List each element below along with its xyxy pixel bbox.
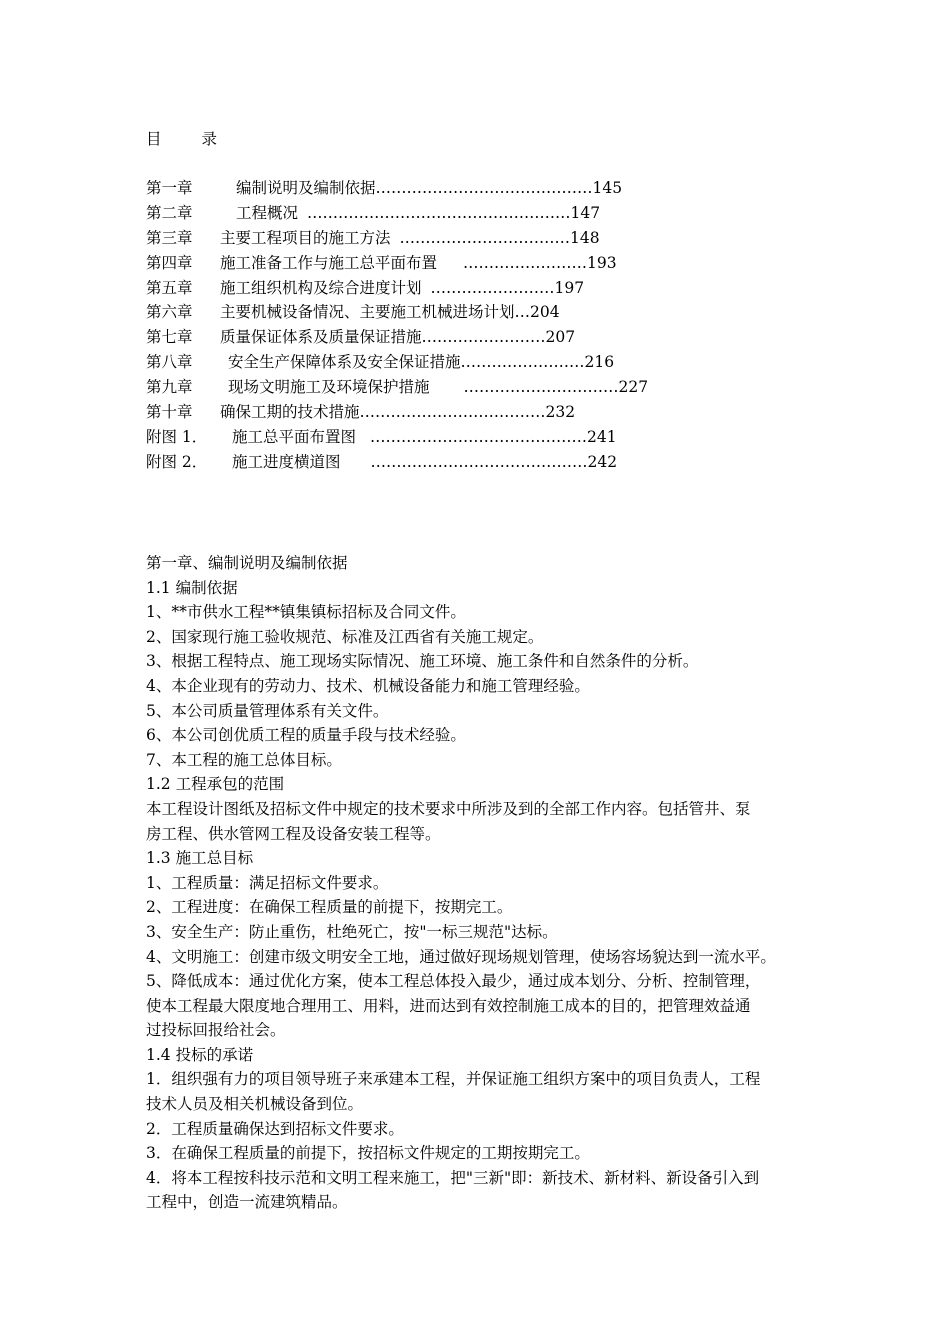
section-heading: 1.4 投标的承诺 bbox=[146, 1045, 254, 1064]
body-line: 2、国家现行施工验收规范、标准及江西省有关施工规定。 bbox=[146, 627, 544, 646]
toc-entry-title: 施工组织机构及综合进度计划 ……………………197 bbox=[220, 278, 585, 297]
toc-entry-title: 工程概况 ……………………………………………147 bbox=[236, 203, 601, 222]
toc-page-number: 207 bbox=[545, 328, 576, 347]
toc-page-number: 193 bbox=[587, 253, 617, 272]
toc-chapter: 第九章 bbox=[146, 378, 193, 397]
body-line: 2．工程质量确保达到招标文件要求。 bbox=[146, 1119, 404, 1138]
toc-chapter: 第一章 bbox=[146, 179, 193, 197]
toc-page-number: 148 bbox=[570, 228, 600, 247]
toc-page-number: 232 bbox=[545, 403, 576, 422]
toc-entry-title: 主要工程项目的施工方法 ……………………………148 bbox=[220, 228, 600, 247]
toc-page-number: 241 bbox=[587, 427, 617, 446]
body-line: 7、本工程的施工总体目标。 bbox=[146, 750, 342, 769]
toc-page-number: 197 bbox=[554, 278, 585, 297]
body-line: 技术人员及相关机械设备到位。 bbox=[146, 1095, 364, 1114]
body-line: 2、工程进度：在确保工程质量的前提下，按期完工。 bbox=[146, 898, 513, 917]
body-line: 4、本企业现有的劳动力、技术、机械设备能力和施工管理经验。 bbox=[146, 676, 590, 695]
body-line: 1．组织强有力的项目领导班子来承建本工程，并保证施工组织方案中的项目负责人，工程 bbox=[146, 1070, 761, 1089]
document-body bbox=[146, 551, 826, 1215]
body-line: 工程中，创造一流建筑精品。 bbox=[146, 1193, 348, 1212]
toc-chapter: 第二章 bbox=[146, 203, 193, 222]
toc-entry-title: 施工总平面布置图 ……………………………………241 bbox=[232, 427, 617, 446]
toc-entry-title: 安全生产保障体系及安全保证措施……………………216 bbox=[228, 353, 615, 372]
toc-page-number: 242 bbox=[587, 452, 618, 471]
toc-page-number: 227 bbox=[618, 378, 649, 397]
body-line: 3、安全生产：防止重伤，杜绝死亡，按"一标三规范"达标。 bbox=[146, 922, 558, 941]
body-line: 房工程、供水管网工程及设备安装工程等。 bbox=[146, 824, 441, 843]
toc-page-number: 145 bbox=[592, 179, 623, 197]
toc-chapter: 第五章 bbox=[146, 278, 193, 297]
body-line: 6、本公司创优质工程的质量手段与技术经验。 bbox=[146, 726, 466, 745]
toc-chapter: 附图 2． bbox=[146, 452, 208, 471]
toc-entry-title: 施工进度横道图 ……………………………………242 bbox=[232, 452, 618, 471]
toc-entry-title: 施工准备工作与施工总平面布置 ……………………193 bbox=[220, 253, 617, 272]
toc-chapter: 第七章 bbox=[146, 328, 193, 347]
body-line: 5、本公司质量管理体系有关文件。 bbox=[146, 701, 389, 720]
body-line: 1、工程质量：满足招标文件要求。 bbox=[146, 873, 389, 892]
toc-page-number: 216 bbox=[584, 353, 615, 372]
section-heading: 1.1 编制依据 bbox=[146, 578, 238, 597]
toc-title-right: 录 bbox=[201, 130, 218, 148]
body-line: 1、**市供水工程**镇集镇标招标及合同文件。 bbox=[146, 603, 466, 622]
toc-chapter: 第八章 bbox=[146, 353, 193, 372]
chapter-heading: 第一章、编制说明及编制依据 bbox=[146, 554, 348, 572]
toc-entry-title: 主要机械设备情况、主要施工机械进场计划…204 bbox=[220, 303, 560, 322]
toc-chapter: 第十章 bbox=[146, 403, 193, 422]
body-line: 4．将本工程按科技示范和文明工程来施工，把"三新"即：新技术、新材料、新设备引入到 bbox=[146, 1168, 760, 1187]
toc-title-left: 目 bbox=[146, 130, 162, 148]
section-heading: 1.3 施工总目标 bbox=[146, 849, 254, 868]
toc-entry-title: 编制说明及编制依据……………………………………145 bbox=[236, 179, 623, 197]
toc-page-number: 147 bbox=[570, 203, 601, 222]
body-line: 3．在确保工程质量的前提下，按招标文件规定的工期按期完工。 bbox=[146, 1144, 590, 1163]
toc-entry-title: 质量保证体系及质量保证措施……………………207 bbox=[220, 328, 576, 347]
toc-entry-title: 确保工期的技术措施………………………………232 bbox=[220, 403, 576, 422]
toc-chapter: 第六章 bbox=[146, 303, 193, 322]
toc-entry-title: 现场文明施工及环境保护措施 …………………………227 bbox=[228, 378, 649, 397]
body-line: 过投标回报给社会。 bbox=[146, 1021, 286, 1040]
body-line: 3、根据工程特点、施工现场实际情况、施工环境、施工条件和自然条件的分析。 bbox=[146, 652, 699, 671]
body-line: 4、文明施工：创建市级文明安全工地，通过做好现场规划管理，使场容场貌达到一流水平。 bbox=[146, 947, 776, 966]
body-line: 使本工程最大限度地合理用工、用料，进而达到有效控制施工成本的目的，把管理效益通 bbox=[146, 996, 751, 1015]
toc-title bbox=[146, 129, 217, 149]
toc-chapter: 附图 1． bbox=[146, 427, 208, 446]
body-line: 5、降低成本：通过优化方案，使本工程总体投入最少，通过成本划分、分析、控制管理， bbox=[146, 972, 761, 991]
body-line: 本工程设计图纸及招标文件中规定的技术要求中所涉及到的全部工作内容。包括管井、泵 bbox=[146, 799, 751, 818]
toc-chapter: 第四章 bbox=[146, 253, 193, 272]
section-heading: 1.2 工程承包的范围 bbox=[146, 775, 285, 794]
toc-chapter: 第三章 bbox=[146, 228, 193, 247]
toc-page-number: 204 bbox=[530, 303, 560, 322]
